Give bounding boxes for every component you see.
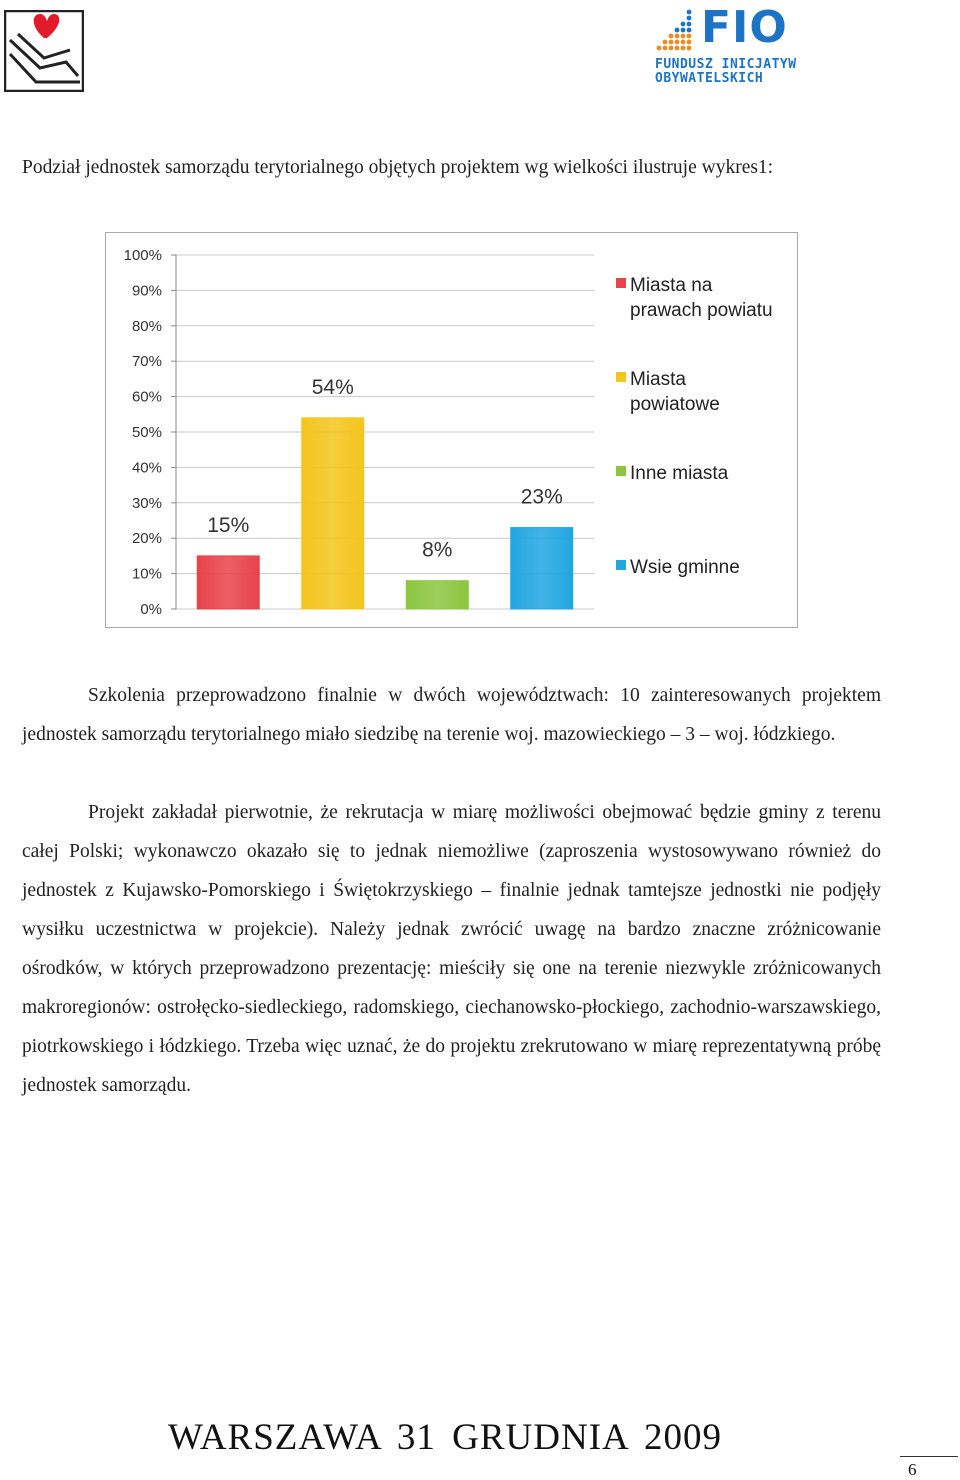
y-tick-label: 60% [131, 388, 162, 406]
fio-logo [655, 2, 813, 86]
y-tick-label: 70% [131, 353, 162, 371]
legend-label: powiatowe [630, 394, 720, 415]
heart-hand-icon [4, 10, 84, 92]
bar [406, 581, 468, 609]
bar-value-label: 8% [422, 538, 453, 562]
legend-label: Wsie gminne [630, 557, 740, 578]
dots-icon [655, 8, 697, 54]
project-paragraph: Projekt zakładał pierwotnie, że rekrutacja w miarę możliwości obejmować będzie gminy z terenu całej Polski; wykonawczo okazało się to jednak niemożliwe (zaproszenia wystosowywano również do jednostek z Kujawsko-Pomorskiego i Świętokrzyskiego – finalnie jednak tamtejsze jednostki nie podjęły wysiłku uczestnictwa w projekcie). Należy jednak zwrócić uwagę na bardzo znaczne zróżnicowanie ośrodków, w których przeprowadzono prezentację: mieściły się one na terenie niezwykle zróżnicowanych makroregionów: ostrołęcko-siedleckiego, radomskiego, ciechanowsko-płockiego, zachodnio-warszawskiego, piotrkowskiego i łódzkiego. Trzeba więc uznać, że do projektu zrekrutowano w miarę reprezentatywną próbę jednostek samorządu. [22, 802, 881, 1096]
legend-swatch [616, 560, 626, 570]
organization-logo [4, 10, 84, 92]
y-tick-label: 50% [131, 424, 162, 441]
y-tick-label: 80% [131, 317, 162, 335]
legend-label: prawach powiatu [630, 300, 773, 321]
y-tick-label: 40% [131, 459, 162, 477]
page-number: 6 [908, 1460, 917, 1479]
bar-value-label: 15% [207, 513, 250, 537]
fio-wordmark: FIO [701, 2, 788, 53]
footer-text: WARSZAWA 31 GRUDNIA 2009 [168, 1417, 722, 1458]
y-tick-label: 20% [131, 530, 162, 548]
bar-chart [105, 232, 798, 628]
y-tick-label: 100% [123, 247, 162, 264]
page-number-rule [900, 1456, 958, 1457]
fio-subtitle-line1: FUNDUSZ INICJATYW [655, 57, 797, 72]
fio-subtitle-line2: OBYWATELSKICH [655, 71, 764, 86]
y-tick-label: 10% [131, 565, 162, 583]
chart-canvas [106, 233, 799, 629]
legend-label: Inne miasta [630, 463, 729, 484]
y-tick-label: 0% [140, 601, 162, 618]
legend-swatch [616, 372, 626, 382]
training-paragraph: Szkolenia przeprowadzono finalnie w dwóch województwach: 10 zainteresowanych projektem jednostek samorządu terytorialnego miało siedzibę na terenie woj. mazowieckiego – 3 – woj. łódzkiego. [22, 685, 881, 745]
bar-value-label: 54% [311, 375, 354, 399]
bar [511, 528, 573, 609]
legend-label: Miasta [630, 369, 686, 390]
legend-swatch [616, 466, 626, 476]
intro-paragraph: Podział jednostek samorządu terytorialnego objętych projektem wg wielkości ilustruje wykres1: [22, 157, 774, 178]
legend-swatch [616, 278, 626, 288]
y-tick-label: 90% [131, 282, 162, 300]
legend-label: Miasta na [630, 275, 713, 296]
bar [302, 418, 364, 609]
y-tick-label: 30% [131, 494, 162, 512]
bar [197, 556, 259, 609]
bar-value-label: 23% [520, 485, 563, 509]
